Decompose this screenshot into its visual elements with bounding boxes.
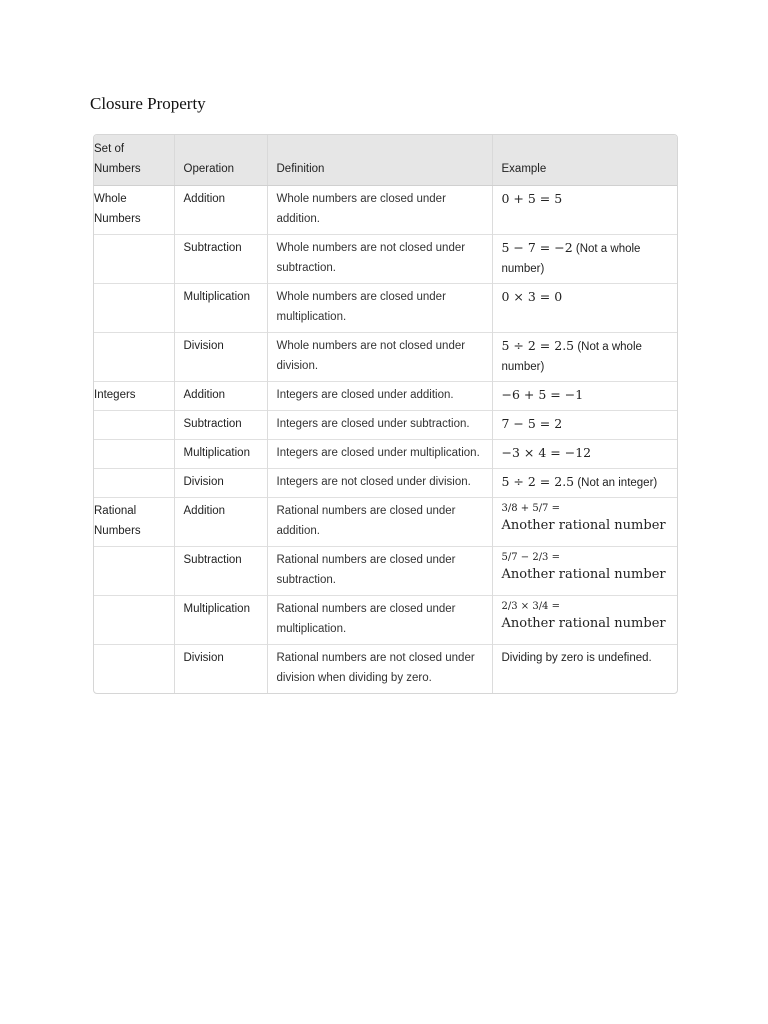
cell-example — [492, 498, 677, 547]
table-header-row — [94, 135, 677, 186]
table-row — [94, 645, 677, 694]
cell-definition: Integers are not closed under division. — [267, 469, 492, 498]
example-result: Another rational number — [501, 567, 666, 582]
header-example: Example — [492, 135, 677, 186]
header-operation: Operation — [174, 135, 267, 186]
cell-definition: Whole numbers are not closed under division. — [267, 333, 492, 382]
cell-definition: Rational numbers are closed under addition. — [267, 498, 492, 547]
cell-set: Rational Numbers — [94, 498, 174, 547]
cell-operation: Subtraction — [174, 411, 267, 440]
example-result: Another rational number — [501, 616, 666, 631]
cell-operation: Multiplication — [174, 596, 267, 645]
cell-set — [94, 440, 174, 469]
cell-set: Integers — [94, 382, 174, 411]
cell-set: Whole Numbers — [94, 193, 141, 225]
cell-example — [492, 645, 677, 694]
table-row — [94, 469, 677, 498]
cell-operation: Addition — [174, 382, 267, 411]
table-row — [94, 411, 677, 440]
closure-table-container — [93, 134, 678, 694]
header-definition: Definition — [267, 135, 492, 186]
cell-example — [492, 440, 677, 469]
example-math: 5 ÷ 2 = 2.5 — [501, 474, 575, 489]
example-fraction: 3/8 + 5/7 = — [501, 503, 560, 514]
cell-operation: Division — [174, 645, 267, 694]
table-row — [94, 333, 677, 382]
example-fraction: 2/3 × 3/4 = — [501, 601, 560, 612]
example-note: (Not a whole number) — [501, 341, 642, 373]
example-math: −6 + 5 = −1 — [501, 387, 584, 402]
table-row — [94, 186, 677, 235]
cell-definition: Integers are closed under multiplication. — [267, 440, 492, 469]
cell-definition: Integers are closed under addition. — [267, 382, 492, 411]
cell-definition: Whole numbers are not closed under subtraction. — [267, 235, 492, 284]
cell-definition: Rational numbers are closed under subtraction. — [267, 547, 492, 596]
cell-definition: Whole numbers are closed under addition. — [267, 186, 492, 235]
cell-operation: Multiplication — [174, 284, 267, 333]
table-row — [94, 440, 677, 469]
cell-example — [492, 547, 677, 596]
cell-operation: Division — [174, 469, 267, 498]
example-fraction: 5/7 − 2/3 = — [501, 552, 560, 563]
table-row — [94, 596, 677, 645]
cell-operation: Multiplication — [174, 440, 267, 469]
cell-set — [94, 284, 174, 333]
cell-set — [94, 645, 174, 694]
cell-set — [94, 411, 174, 440]
page-title: Closure Property — [90, 94, 206, 113]
example-note: Dividing by zero is undefined. — [501, 652, 652, 664]
example-note: (Not a whole number) — [501, 243, 641, 275]
header-set: Set of Numbers — [94, 135, 174, 186]
cell-example — [492, 333, 677, 382]
cell-example — [492, 411, 677, 440]
table-row — [94, 235, 677, 284]
table-row — [94, 498, 677, 547]
cell-set — [94, 469, 174, 498]
cell-definition: Rational numbers are closed under multiplication. — [267, 596, 492, 645]
example-math: 5 − 7 = −2 — [501, 240, 573, 255]
cell-set — [94, 596, 174, 645]
cell-operation: Division — [174, 333, 267, 382]
table-row — [94, 284, 677, 333]
cell-definition: Whole numbers are closed under multiplication. — [267, 284, 492, 333]
cell-definition: Integers are closed under subtraction. — [267, 411, 492, 440]
example-math: 0 + 5 = 5 — [501, 191, 563, 206]
example-math: 0 × 3 = 0 — [501, 289, 563, 304]
closure-property-table — [94, 135, 677, 693]
cell-example — [492, 596, 677, 645]
table-row — [94, 547, 677, 596]
example-note: (Not an integer) — [574, 477, 658, 489]
cell-example — [492, 382, 677, 411]
example-result: Another rational number — [501, 518, 666, 533]
cell-operation: Subtraction — [174, 547, 267, 596]
cell-example — [492, 186, 677, 235]
example-math: 7 − 5 = 2 — [501, 416, 563, 431]
cell-operation: Subtraction — [174, 235, 267, 284]
cell-example — [492, 469, 677, 498]
table-row — [94, 382, 677, 411]
cell-set — [94, 547, 174, 596]
cell-set — [94, 235, 174, 284]
example-math: −3 × 4 = −12 — [501, 445, 592, 460]
cell-operation: Addition — [174, 498, 267, 547]
cell-example — [492, 235, 677, 284]
cell-set — [94, 333, 174, 382]
example-math: 5 ÷ 2 = 2.5 — [501, 338, 575, 353]
cell-operation: Addition — [174, 186, 267, 235]
cell-definition: Rational numbers are not closed under division when dividing by zero. — [267, 645, 492, 694]
cell-example — [492, 284, 677, 333]
